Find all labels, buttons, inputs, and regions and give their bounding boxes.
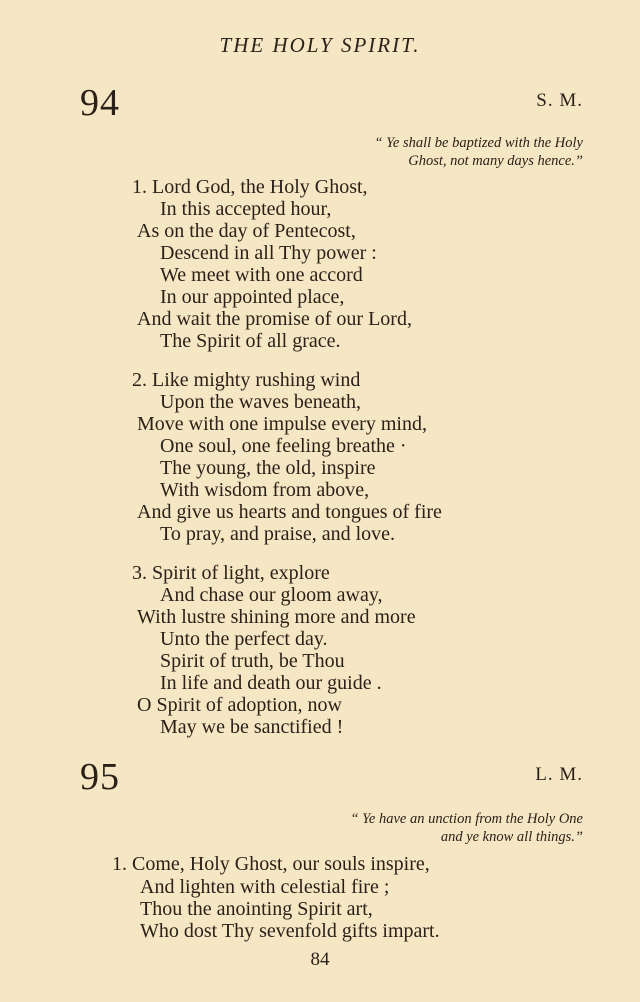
verse-line: As on the day of Pentecost, [137,220,356,242]
verse-line: O Spirit of adoption, now [137,694,342,716]
verse-line: In life and death our guide . [160,672,382,694]
verse-line: To pray, and praise, and love. [160,523,395,545]
verse-line: The Spirit of all grace. [160,330,341,352]
verse-line: And chase our gloom away, [160,584,383,606]
epigraph-line: “ Ye shall be baptized with the Holy [374,135,583,151]
verse-line: 1. Lord God, the Holy Ghost, [132,176,368,198]
verse-line: Move with one impulse every mind, [137,413,427,435]
verse-line: In this accepted hour, [160,198,332,220]
verse-line: With wisdom from above, [160,479,370,501]
hymn-number-95: 95 [80,756,120,798]
running-head: THE HOLY SPIRIT. [219,33,421,57]
verse-line: And lighten with celestial fire ; [140,876,390,898]
verse-line: 1. Come, Holy Ghost, our souls inspire, [112,853,430,875]
hymn-meter-95: L. M. [535,764,583,785]
verse-line: Unto the perfect day. [160,628,328,650]
page-number: 84 [310,949,330,970]
verse-line: One soul, one feeling breathe · [160,435,407,457]
verse-line: With lustre shining more and more [137,606,416,628]
verse-line: Descend in all Thy power : [160,242,377,264]
hymn-meter-94: S. M. [536,90,583,111]
verse-line: The young, the old, inspire [160,457,376,479]
verse-line: We meet with one accord [160,264,363,286]
verse-line: 2. Like mighty rushing wind [132,369,361,391]
verse-line: Upon the waves beneath, [160,391,362,413]
verse-line: 3. Spirit of light, explore [132,562,330,584]
verse-line: Thou the anointing Spirit art, [140,898,373,920]
verse-line: In our appointed place, [160,286,345,308]
verse-line: Who dost Thy sevenfold gifts impart. [140,920,440,942]
hymn-epigraph-95 [350,810,583,846]
verse-line: And wait the promise of our Lord, [137,308,412,330]
verse-line: May we be sanctified ! [160,716,344,738]
verse-line: Spirit of truth, be Thou [160,650,345,672]
verse-line: And give us hearts and tongues of fire [137,501,442,523]
epigraph-line: “ Ye have an unction from the Holy One [350,811,583,827]
epigraph-line: and ye know all things.” [440,829,583,845]
epigraph-line: Ghost, not many days hence.” [408,153,583,169]
hymn-epigraph-94 [374,134,583,170]
hymn-number-94: 94 [80,82,120,124]
